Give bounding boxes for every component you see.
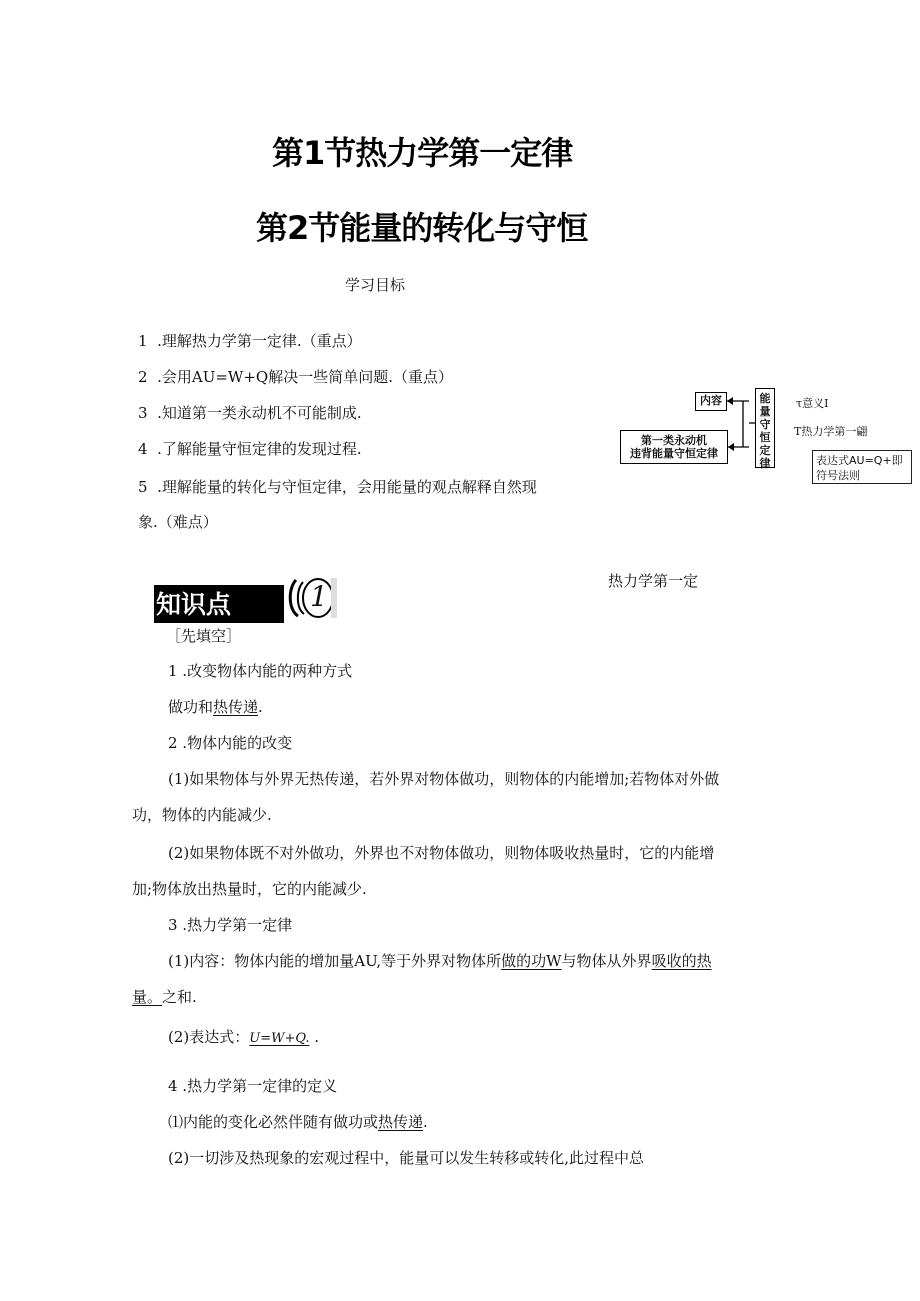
objective-num: 1: [138, 332, 148, 350]
diagram-side-meaning: τ意义I: [796, 397, 829, 410]
objective-text: .理解热力学第一定律.（重点）: [157, 332, 362, 350]
blank-answer: 做的功W: [501, 952, 562, 970]
blank-answer: 热传递: [378, 1113, 424, 1131]
point-3-heading: 3 .热力学第一定律: [168, 916, 293, 934]
diagram-formula-box: 表达式AU=Q+即符号法则: [812, 450, 912, 484]
objective-item-4: [138, 438, 362, 459]
point-2-paragraph-1-line-2: 功，物体的内能减少.: [132, 806, 272, 824]
point-4-heading: 4 .热力学第一定律的定义: [168, 1077, 338, 1095]
diagram-perpetual-line-2: 违背能量守恒定律: [630, 447, 718, 460]
objective-num: 4: [138, 440, 148, 458]
text-run: (1)内容：物体内能的增加量AU,等于外界对物体所: [168, 952, 502, 970]
text-run: 做功和: [168, 698, 214, 716]
point-2-paragraph-2-line-1: (2)如果物体既不对外做功，外界也不对物体做功，则物体吸收热量时，它的内能增: [168, 844, 715, 862]
point-3-content-line-2: [132, 986, 197, 1007]
objective-item-3: [138, 402, 362, 423]
formula-answer: U=W+Q.: [249, 1031, 310, 1046]
objective-num: 3: [138, 404, 148, 422]
point-2-heading: 2 .物体内能的改变: [168, 734, 293, 752]
section-topic: 热力学第一定: [608, 572, 699, 590]
knowledge-point-badge: 知识点: [154, 585, 284, 623]
objective-item-1: [138, 330, 362, 351]
objective-text: .了解能量守恒定律的发现过程.: [157, 440, 362, 458]
text-run: 与物体从外界: [561, 952, 652, 970]
point-4-line-1: [168, 1111, 428, 1132]
diagram-box-content: 内容: [695, 392, 727, 411]
objective-item-5-continuation: 象.（难点）: [138, 513, 218, 531]
point-2-paragraph-2-line-2: 加;物体放出热量时，它的内能减少.: [132, 880, 367, 898]
diagram-perpetual-line-1: 第一类永动机: [641, 434, 707, 447]
text-run: (2)表达式：: [168, 1028, 250, 1046]
blank-answer: 热传递: [213, 698, 259, 716]
diagram-law-vertical-text: 能量守恒定律: [759, 392, 771, 470]
blank-answer: 量。: [132, 988, 163, 1006]
objective-text: .知道第一类永动机不可能制成.: [157, 404, 362, 422]
point-1-heading: 1 .改变物体内能的两种方式: [168, 662, 353, 680]
objectives-heading: 学习目标: [345, 276, 406, 294]
objective-num: 5: [138, 478, 148, 496]
objective-text: .理解能量的转化与守恒定律，会用能量的观点解释自然现: [157, 478, 537, 496]
text-run: .: [423, 1113, 428, 1131]
knowledge-point-number-icon: [288, 576, 338, 620]
prefill-label: ［先填空］: [166, 627, 242, 645]
blank-answer: 吸收的热: [651, 952, 712, 970]
text-run: .: [309, 1028, 320, 1046]
text-run: 之和.: [162, 988, 197, 1006]
title-line-1: 第1节热力学第一定律: [272, 134, 573, 172]
objective-num: 2: [138, 368, 148, 386]
text-run: ⑴内能的变化必然伴随有做功或: [168, 1113, 379, 1131]
diagram-box-energy-conservation: [755, 388, 775, 468]
point-4-line-2: (2)一切涉及热现象的宏观过程中，能量可以发生转移或转化,此过程中总: [168, 1149, 645, 1167]
point-2-paragraph-1-line-1: (1)如果物体与外界无热传递，若外界对物体做功，则物体的内能增加;若物体对外做: [168, 770, 720, 788]
objective-text: .会用AU=W+Q解决一些简单问题.（重点）: [157, 368, 453, 386]
diagram-box-perpetual-motion: [620, 430, 728, 464]
objective-item-5: [138, 476, 537, 497]
point-3-content-line-1: [168, 950, 712, 971]
text-run: .: [258, 698, 263, 716]
title-line-2: 第2节能量的转化与守恒: [256, 209, 588, 247]
diagram-side-first-law: T热力学第一翩: [794, 425, 868, 438]
point-3-expression: [168, 1026, 319, 1047]
knowledge-point-number: 1: [310, 580, 328, 613]
objective-item-2: [138, 366, 453, 387]
point-1-answer: [168, 696, 263, 717]
